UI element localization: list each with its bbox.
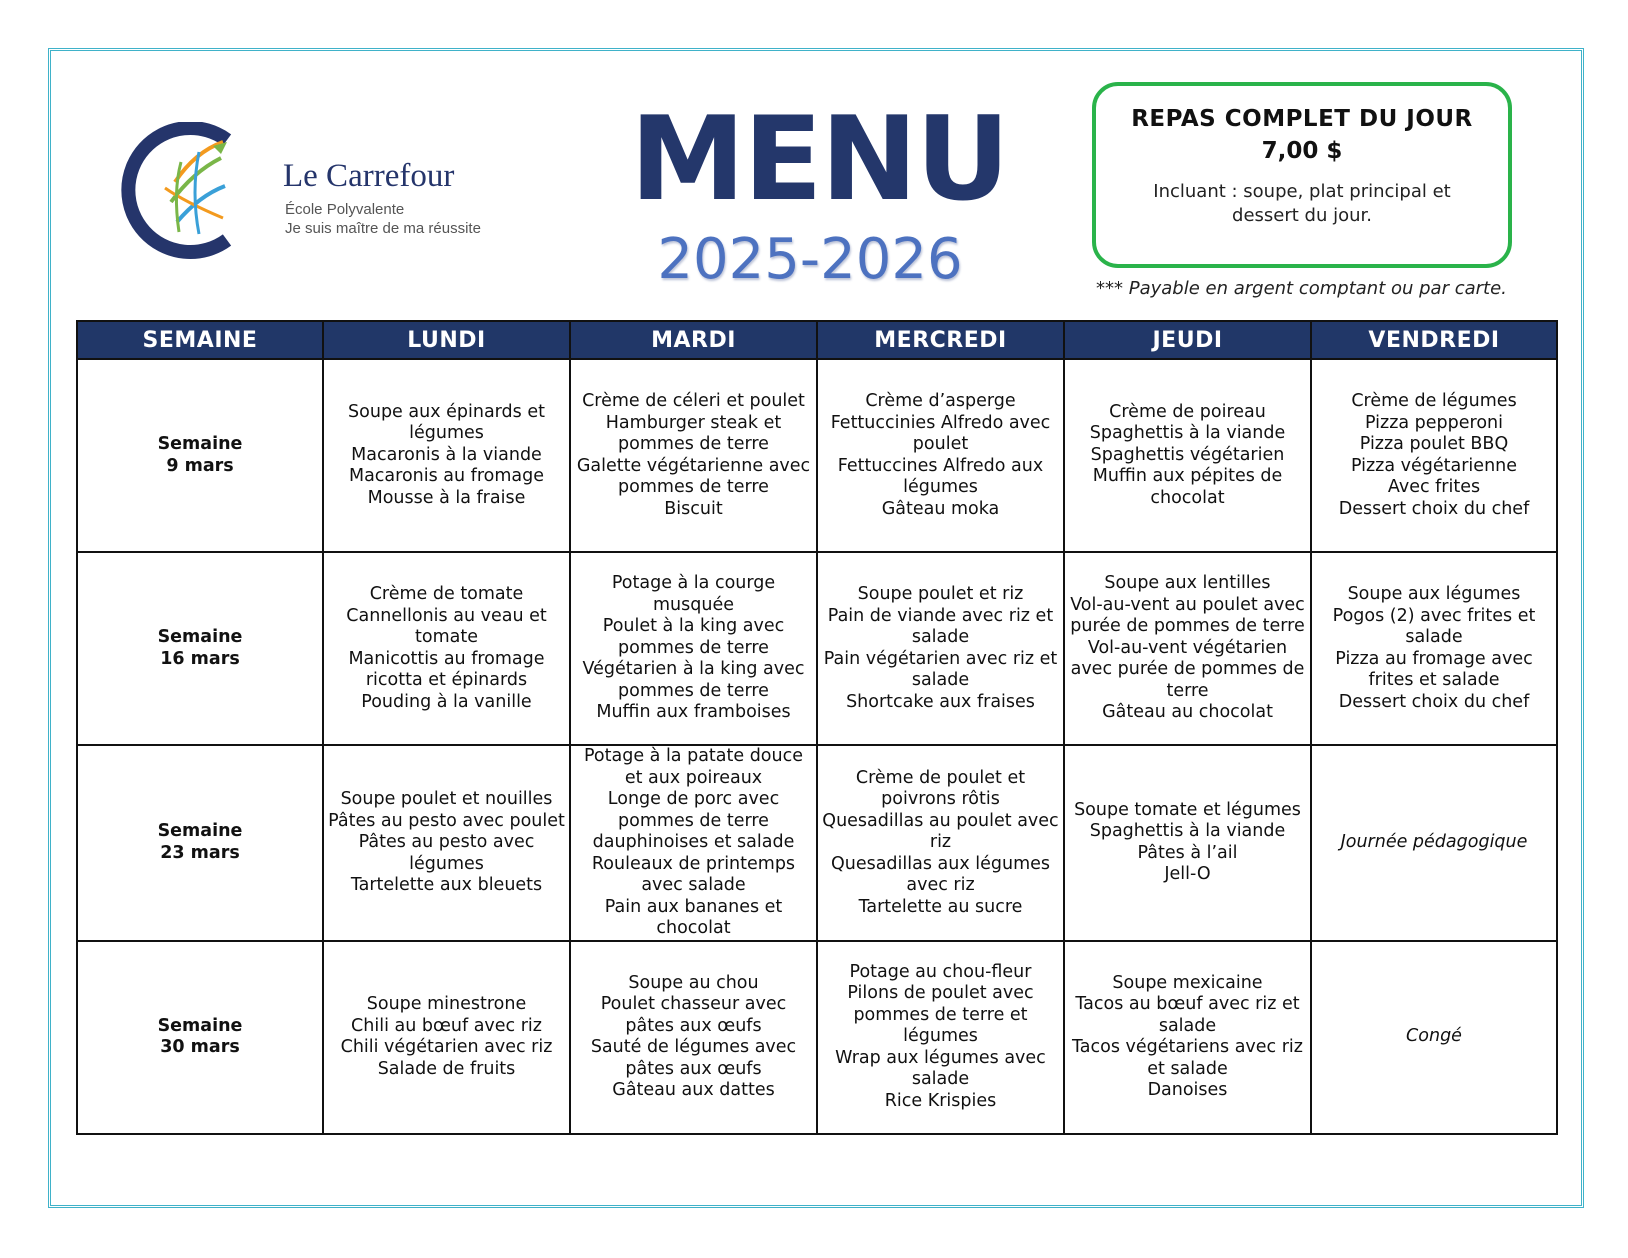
menu-item: Gâteau au chocolat (1102, 702, 1273, 723)
table-row (77, 552, 1557, 745)
day-menu-cell (323, 552, 570, 745)
day-menu-cell (323, 359, 570, 552)
logo-subtitle-line: École Polyvalente (285, 201, 405, 218)
menu-item: Spaghettis à la viande (1089, 821, 1286, 842)
menu-item: Vol-au-vent au poulet avec purée de pommes de terre (1070, 594, 1305, 637)
menu-item: Chili végétarien avec riz (340, 1037, 553, 1057)
meal-price: 7,00 $ (1261, 138, 1343, 164)
menu-item: Fettuccinies Alfredo avec poulet (830, 412, 1051, 454)
menu-item: Shortcake aux fraises (846, 691, 1035, 712)
week-date: 9 mars (166, 455, 234, 476)
menu-item: Jell-O (1164, 864, 1211, 885)
logo-motto: Je suis maître de ma réussite (285, 220, 481, 237)
menu-item: Quesadillas aux légumes avec riz (830, 853, 1051, 895)
menu-item: Tartelette au sucre (858, 896, 1023, 917)
day-menu-cell (1064, 359, 1311, 552)
menu-item: Journée pédagogique (1340, 832, 1528, 852)
week-cell (77, 552, 323, 745)
menu-item: Pain végétarien avec riz et salade (823, 648, 1058, 690)
column-header: JEUDI (1064, 321, 1311, 359)
menu-item: Quesadillas au poulet avec riz (822, 810, 1059, 852)
menu-item: Poulet à la king avec pommes de terre (602, 616, 785, 658)
table-row (77, 745, 1557, 941)
menu-item: Soupe aux légumes (1347, 584, 1521, 604)
menu-item: Potage au chou-fleur (849, 961, 1032, 982)
menu-item: Pilons de poulet avec pommes de terre et légumes (847, 983, 1034, 1047)
menu-item: Poulet chasseur avec pâtes aux œufs (600, 994, 787, 1036)
menu-item: Chili au bœuf avec riz (351, 1015, 542, 1036)
menu-item: Macaronis à la viande (351, 444, 542, 465)
menu-item: Hamburger steak et pommes de terre (605, 412, 782, 454)
menu-item: Gâteau aux dattes (612, 1080, 775, 1100)
menu-item: Vol-au-vent végétarien avec purée de pommes de terre (1070, 637, 1305, 701)
globe-c-icon (115, 122, 275, 262)
menu-item: Soupe minestrone (366, 994, 527, 1014)
day-menu-cell (323, 941, 570, 1134)
menu-item: Manicottis au fromage ricotta et épinards (348, 648, 545, 690)
menu-item: Mousse à la fraise (367, 487, 526, 508)
menu-item: Fettuccines Alfredo aux légumes (837, 455, 1044, 497)
week-label: Semaine (157, 627, 243, 647)
day-menu-cell (1311, 941, 1557, 1134)
day-menu-cell (817, 941, 1064, 1134)
day-menu-cell (1064, 552, 1311, 745)
logo-school-name: Le Carrefour (283, 158, 455, 194)
menu-item: Galette végétarienne avec pommes de terre (576, 455, 811, 497)
menu-item: Soupe poulet et nouilles (340, 789, 553, 809)
column-header: MERCREDI (817, 321, 1064, 359)
menu-item: Pouding à la vanille (361, 691, 532, 712)
week-date: 23 mars (160, 842, 240, 863)
menu-item: Végétarien à la king avec pommes de terre (582, 659, 805, 701)
week-label: Semaine (157, 1015, 243, 1036)
menu-item: Pizza pepperoni (1364, 412, 1504, 433)
menu-item: Wrap aux légumes avec salade (835, 1047, 1046, 1090)
menu-item: Pâtes au pesto avec poulet (328, 810, 565, 831)
menu-item: Soupe mexicaine (1112, 972, 1263, 993)
meal-price-box (1092, 82, 1512, 268)
price-box-description: Incluant : soupe, plat principal et dessert du jour. (1153, 181, 1451, 226)
menu-item: Longe de porc avec pommes de terre dauphinoises et salade (592, 789, 795, 852)
menu-item: Spaghettis végétarien (1090, 444, 1285, 465)
column-header: SEMAINE (77, 321, 323, 359)
menu-item: Dessert choix du chef (1338, 498, 1530, 519)
week-date: 16 mars (160, 648, 240, 669)
menu-table-body (77, 359, 1557, 1134)
menu-item: Spaghettis à la viande (1089, 423, 1286, 444)
day-menu-cell (570, 941, 817, 1134)
day-menu-cell (570, 359, 817, 552)
menu-table (76, 320, 1558, 1135)
menu-item: Salade de fruits (377, 1058, 516, 1079)
menu-item: Biscuit (664, 498, 723, 519)
menu-item: Soupe tomate et légumes (1074, 799, 1301, 820)
day-menu-cell (1311, 552, 1557, 745)
school-year: 2025-2026 (657, 227, 963, 292)
menu-item: Crème de céleri et poulet (582, 391, 805, 411)
school-logo (115, 122, 481, 262)
menu-item: Soupe au chou (628, 972, 759, 993)
day-menu-cell (323, 745, 570, 941)
week-label: Semaine (157, 821, 243, 842)
table-header-row (77, 321, 1557, 359)
day-menu-cell (570, 552, 817, 745)
menu-item: Congé (1406, 1026, 1462, 1047)
table-row (77, 941, 1557, 1134)
menu-item: Potage à la patate douce et aux poireaux (584, 746, 803, 788)
column-header: VENDREDI (1311, 321, 1557, 359)
menu-item: Pain aux bananes et chocolat (604, 896, 783, 938)
day-menu-cell (1311, 359, 1557, 552)
day-menu-cell (1064, 745, 1311, 941)
menu-item: Pâtes à l’ail (1137, 842, 1238, 863)
day-menu-cell (817, 552, 1064, 745)
menu-item: Cannellonis au veau et tomate (346, 605, 547, 647)
menu-item: Crème d’asperge (865, 391, 1016, 411)
menu-item: Gâteau moka (881, 498, 1000, 519)
menu-item: Pizza poulet BBQ (1359, 434, 1509, 454)
payment-note: *** Payable en argent comptant ou par carte. (1096, 278, 1507, 299)
price-box-title: REPAS COMPLET DU JOUR (1131, 106, 1473, 132)
day-menu-cell (570, 745, 817, 941)
day-menu-cell (1311, 745, 1557, 941)
menu-item: Pâtes au pesto avec légumes (358, 832, 535, 874)
menu-item: Tacos végétariens avec riz et salade (1072, 1037, 1303, 1079)
menu-item: Avec frites (1387, 477, 1481, 497)
menu-item: Soupe aux lentilles (1104, 573, 1271, 594)
logo-subtitle (285, 200, 481, 238)
menu-item: Crème de légumes (1351, 391, 1517, 411)
menu-item: Dessert choix du chef (1338, 691, 1530, 712)
column-header: LUNDI (323, 321, 570, 359)
menu-item: Crème de tomate (369, 584, 524, 604)
day-menu-cell (1064, 941, 1311, 1134)
page-title: MENU (630, 92, 1008, 227)
week-cell (77, 745, 323, 941)
week-cell (77, 359, 323, 552)
week-date: 30 mars (160, 1037, 240, 1057)
menu-item: Rouleaux de printemps avec salade (591, 853, 796, 895)
menu-item: Danoises (1147, 1080, 1228, 1100)
menu-item: Tartelette aux bleuets (350, 875, 543, 895)
menu-item: Soupe aux épinards et légumes (348, 401, 545, 444)
menu-item: Crème de poireau (1109, 401, 1266, 422)
menu-item: Macaronis au fromage (348, 466, 545, 487)
menu-item: Crème de poulet et poivrons rôtis (855, 767, 1026, 809)
column-header: MARDI (570, 321, 817, 359)
week-cell (77, 941, 323, 1134)
table-row (77, 359, 1557, 552)
menu-item: Pain de viande avec riz et salade (827, 605, 1054, 647)
menu-item: Pizza au fromage avec frites et salade (1335, 648, 1533, 690)
menu-item: Muffin aux pépites de chocolat (1092, 466, 1283, 508)
menu-item: Pogos (2) avec frites et salade (1332, 605, 1536, 647)
menu-item: Muffin aux framboises (596, 702, 791, 723)
menu-item: Sauté de légumes avec pâtes aux œufs (590, 1037, 797, 1079)
week-label: Semaine (157, 434, 243, 454)
menu-item: Tacos au bœuf avec riz et salade (1075, 994, 1300, 1036)
menu-item: Soupe poulet et riz (857, 584, 1024, 604)
day-menu-cell (817, 745, 1064, 941)
day-menu-cell (817, 359, 1064, 552)
menu-item: Potage à la courge musquée (611, 573, 776, 615)
menu-item: Pizza végétarienne (1350, 455, 1518, 476)
menu-item: Rice Krispies (884, 1090, 997, 1111)
